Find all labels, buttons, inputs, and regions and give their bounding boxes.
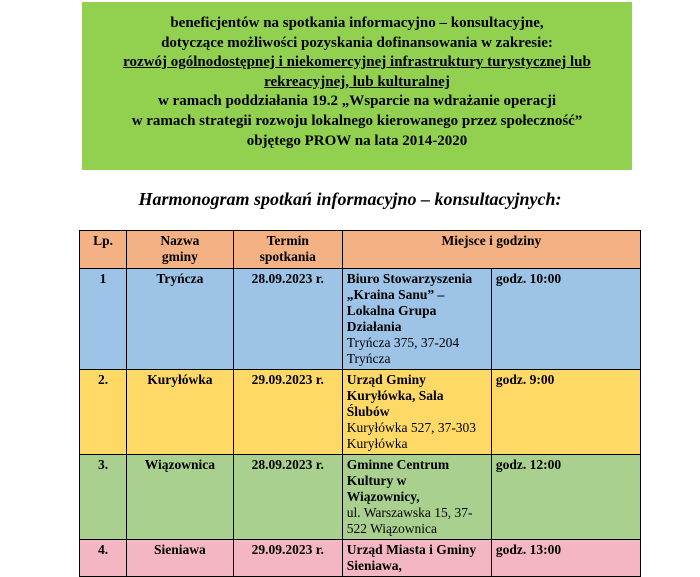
row-time: godz. 9:00	[491, 370, 640, 455]
row-date: 28.09.2023 r.	[233, 269, 342, 370]
row-gmina: Kuryłówka	[127, 370, 234, 455]
table-row	[80, 540, 641, 577]
place-line1: Urząd Miasta i Gminy Sieniawa,	[346, 542, 477, 573]
banner-line: dotyczące możliwości pozyskania dofinansowania w zakresie:	[161, 34, 553, 51]
row-date: 28.09.2023 r.	[233, 455, 342, 540]
title-banner	[82, 2, 632, 170]
header-termin-line1: Termin	[266, 233, 309, 248]
schedule-heading: Harmonogram spotkań informacyjno – konsultacyjnych:	[138, 189, 562, 209]
banner-line: rekreacyjnej, lub kulturalnej	[264, 73, 450, 90]
header-miejsce: Miejsce i godziny	[342, 231, 640, 269]
place-address: Tryńcza 375, 37-204 Tryńcza	[346, 335, 460, 366]
banner-line: w ramach strategii rozwoju lokalnego kierowanego przez społeczność”	[131, 112, 583, 129]
row-place	[342, 269, 491, 370]
place-line2: Wiązownicy,	[346, 489, 420, 504]
banner-line: beneficjentów na spotkania informacyjno – konsultacyjne,	[170, 15, 544, 31]
row-place	[342, 455, 491, 540]
place-address: ul. Warszawska 15, 37-522 Wiązownica	[346, 505, 473, 536]
place-line2: Lokalna Grupa Działania	[346, 303, 437, 334]
banner-line: w ramach poddziałania 19.2 „Wsparcie na wdrażanie operacji	[157, 93, 557, 110]
row-time: godz. 12:00	[491, 455, 640, 540]
table-row	[80, 269, 641, 370]
header-termin	[233, 231, 342, 269]
place-line1: Biuro Stowarzyszenia „Kraina Sanu” –	[346, 271, 473, 302]
header-gmina	[127, 231, 234, 269]
place-address: Kuryłówka 527, 37-303 Kuryłówka	[346, 420, 477, 451]
row-gmina: Wiązownica	[127, 455, 234, 540]
place-line1: Urząd Gminy Kuryłówka, Sala Ślubów	[346, 372, 444, 419]
row-place	[342, 540, 491, 577]
row-date: 29.09.2023 r.	[233, 540, 342, 577]
row-time: godz. 10:00	[491, 269, 640, 370]
banner-line: objętego PROW na lata 2014-2020	[246, 132, 468, 149]
row-gmina: Sieniawa	[127, 540, 234, 577]
row-lp: 2.	[80, 370, 127, 455]
row-lp: 1	[80, 269, 127, 370]
header-termin-line2: spotkania	[259, 249, 316, 264]
row-lp: 4.	[80, 540, 127, 577]
header-gmina-line1: Nazwa	[160, 233, 200, 248]
place-line1: Gminne Centrum Kultury w	[346, 457, 450, 488]
row-date: 29.09.2023 r.	[233, 370, 342, 455]
header-gmina-line2: gminy	[161, 249, 198, 264]
schedule-table	[79, 230, 641, 577]
header-lp: Lp.	[80, 231, 127, 269]
row-time: godz. 13:00	[491, 540, 640, 577]
table-row	[80, 370, 641, 455]
row-place	[342, 370, 491, 455]
banner-line: rozwój ogólnodostępnej i niekomercyjnej infrastruktury turystycznej lub	[123, 54, 591, 71]
table-row	[80, 455, 641, 540]
row-gmina: Tryńcza	[127, 269, 234, 370]
row-lp: 3.	[80, 455, 127, 540]
table-header-row	[80, 231, 641, 269]
